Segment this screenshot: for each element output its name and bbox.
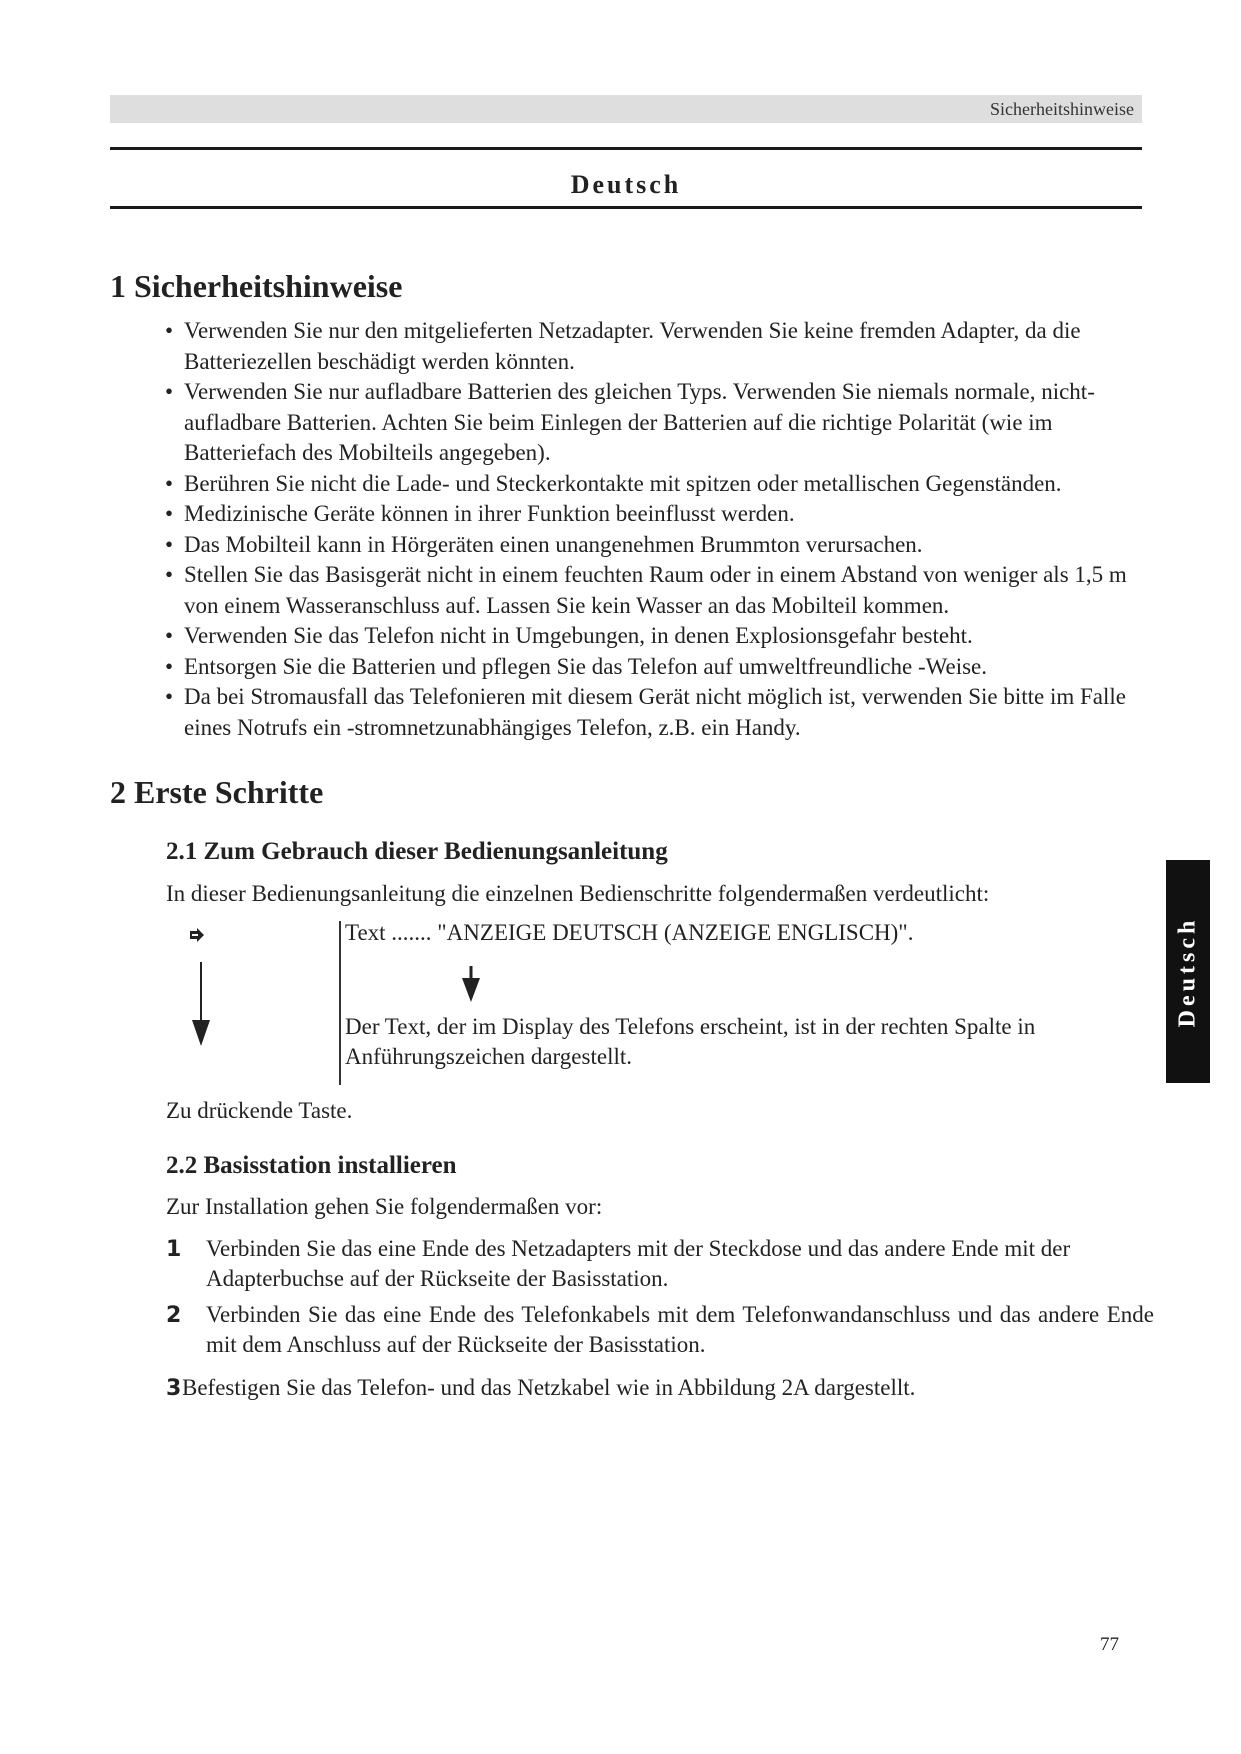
side-tab-label: Deutsch (1174, 916, 1201, 1027)
section-1-title: 1 Sicherheitshinweise (110, 268, 403, 304)
list-item: • Verwenden Sie nur den mitgelieferten Netzadapter. Verwenden Sie keine fremden Adapter, da die Batteriezellen beschädigt werden könnten. (162, 316, 1147, 377)
step-text: Verbinden Sie das eine Ende des Netzadapters mit der Steckdose und das andere Ende mit der Adapterbuchse auf der Rückseite der Basisstation. (206, 1236, 1071, 1291)
display-example: Text ....... "ANZEIGE DEUTSCH (ANZEIGE ENGLISCH)". (345, 920, 914, 945)
running-header-title: Sicherheitshinweise (990, 99, 1134, 119)
top-rule (110, 147, 1142, 150)
subsection-2-1-intro: In dieser Bedienungsanleitung die einzelnen Bedienschritte folgendermaßen verdeutlicht: (166, 881, 990, 906)
language-title: Deutsch (570, 170, 682, 199)
list-item: • Medizinische Geräte können in ihrer Funktion beeinflusst werden. (162, 499, 1147, 530)
key-press-icon (189, 928, 205, 942)
step-text: Befestigen Sie das Telefon- und das Netzkabel wie in Abbildung 2A dargestellt. (182, 1375, 916, 1400)
step-number: 2 (166, 1303, 182, 1328)
install-step (166, 1300, 1154, 1357)
install-step (166, 1234, 1146, 1291)
down-arrow-left-icon (190, 962, 212, 1046)
list-item: • Das Mobilteil kann in Hörgeräten einen unangenehmen Brummton verursachen. (162, 530, 1147, 561)
list-item: • Verwenden Sie nur aufladbare Batterien des gleichen Typs. Verwenden Sie niemals normale, nicht-aufladbare Batterien. Achten Sie beim Einlegen der Batterien auf die richtige Polarität (wie im Batteriefach des Mobilteils angegeben). (162, 377, 1147, 469)
running-header (110, 95, 1142, 123)
safety-list (162, 316, 1147, 743)
step-number: 1 (166, 1237, 182, 1262)
list-item: • Entsorgen Sie die Batterien und pflegen Sie das Telefon auf umweltfreundliche -Weise. (162, 652, 1147, 683)
page-number: 77 (1100, 1634, 1119, 1655)
section-2-title: 2 Erste Schritte (110, 774, 324, 810)
list-item: • Da bei Stromausfall das Telefonieren mit diesem Gerät nicht möglich ist, verwenden Sie bitte im Falle eines Notrufs ein -stromnetzunabhängiges Telefon, z.B. ein Handy. (162, 682, 1147, 743)
list-item: • Berühren Sie nicht die Lade- und Steckerkontakte mit spitzen oder metallischen Gegenständen. (162, 469, 1147, 500)
subsection-2-2-title: 2.2 Basisstation installieren (166, 1152, 457, 1179)
list-item: • Stellen Sie das Basisgerät nicht in einem feuchten Raum oder in einem Abstand von weniger als 1,5 m von einem Wasseranschluss auf. Lassen Sie kein Wasser an das Mobilteil kommen. (162, 560, 1147, 621)
subsection-2-1-title: 2.1 Zum Gebrauch dieser Bedienungsanleitung (166, 838, 668, 865)
side-language-tab (1166, 860, 1210, 1083)
column-divider (339, 921, 341, 1085)
display-note: Der Text, der im Display des Telefons erscheint, ist in der rechten Spalte in Anführungszeichen dargestellt. (345, 1014, 1036, 1069)
bottom-rule (110, 206, 1142, 209)
subsection-2-2-intro: Zur Installation gehen Sie folgendermaßen vor: (166, 1194, 603, 1219)
step-number: 3 (166, 1376, 182, 1401)
list-item: • Verwenden Sie das Telefon nicht in Umgebungen, in denen Explosionsgefahr besteht. (162, 621, 1147, 652)
down-arrow-right-icon (461, 966, 481, 1002)
key-note: Zu drückende Taste. (166, 1098, 353, 1123)
install-step (166, 1373, 1146, 1404)
step-text: Verbinden Sie das eine Ende des Telefonkabels mit dem Telefonwandanschluss und das andere Ende mit dem Anschluss auf der Rückseite der Basisstation. (206, 1302, 1154, 1357)
